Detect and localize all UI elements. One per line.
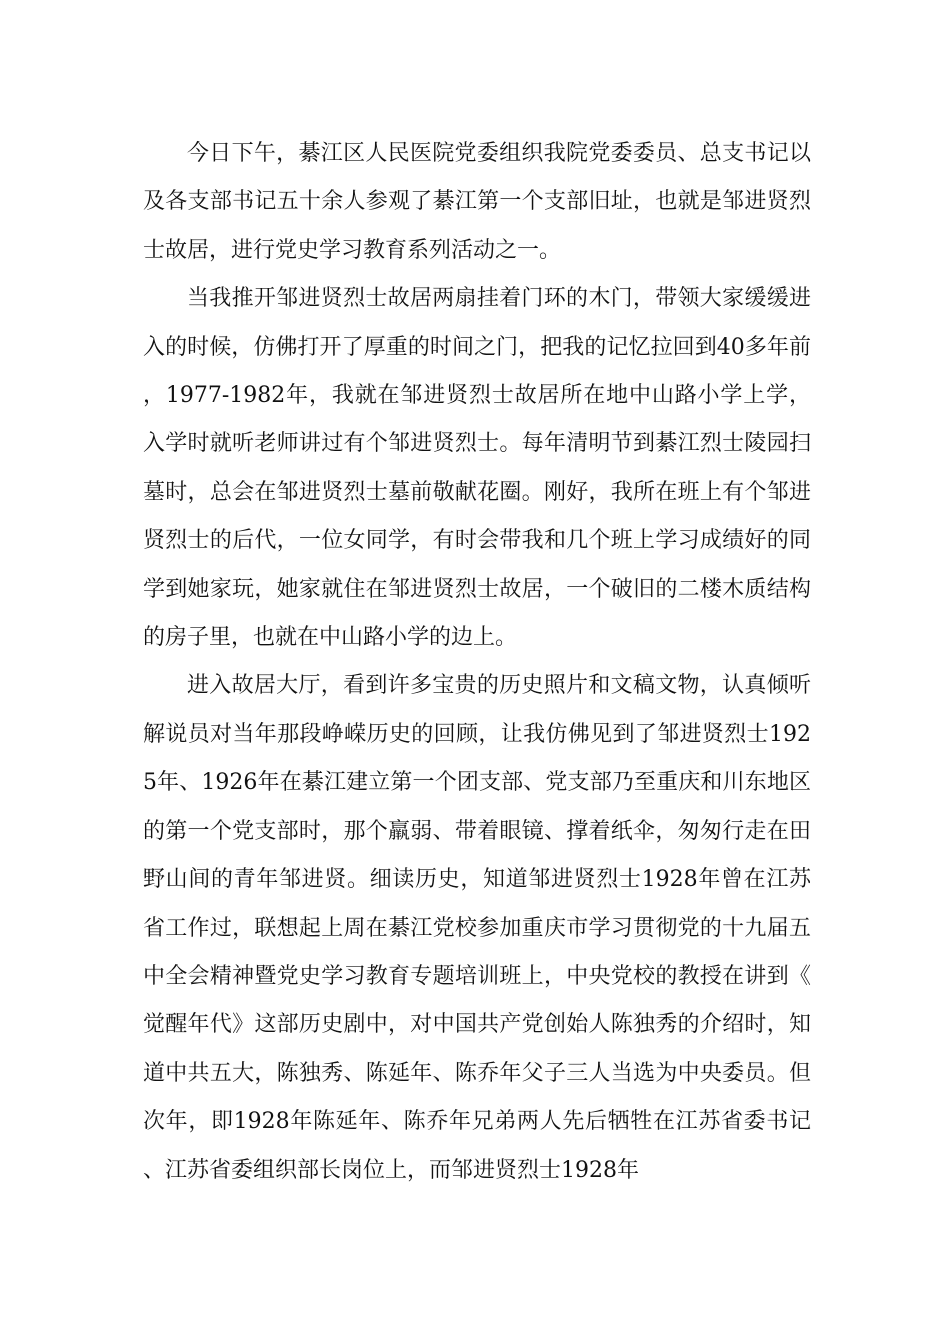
paragraph-3: 进入故居大厅，看到许多宝贵的历史照片和文稿文物，认真倾听解说员对当年那段峥嵘历史的回顾，让我仿佛见到了邹进贤烈士1925年、1926年在綦江建立第一个团支部、党支部乃至重庆和川东地区的第一个党支部时，那个羸弱、带着眼镜、撑着纸伞，匆匆行走在田野山间的青年邹进贤。细读历史，知道邹进贤烈士1928年曾在江苏省工作过，联想起上周在綦江党校参加重庆市学习贯彻党的十九届五中全会精神暨党史学习教育专题培训班上，中央党校的教授在讲到《觉醒年代》这部历史剧中，对中国共产党创始人陈独秀的介绍时，知道中共五大，陈独秀、陈延年、陈乔年父子三人当选为中央委员。但次年，即1928年陈延年、陈乔年兄弟两人先后牺牲在江苏省委书记、江苏省委组织部长岗位上，而邹进贤烈士1928年: [143, 673, 811, 1183]
article-body: [143, 130, 811, 1195]
paragraph-2: 当我推开邹进贤烈士故居两扇挂着门环的木门，带领大家缓缓进入的时候，仿佛打开了厚重的时间之门，把我的记忆拉回到40多年前，1977-1982年，我就在邹进贤烈士故居所在地中山路小学上学，入学时就听老师讲过有个邹进贤烈士。每年清明节到綦江烈士陵园扫墓时，总会在邹进贤烈士墓前敬献花圈。刚好，我所在班上有个邹进贤烈士的后代，一位女同学，有时会带我和几个班上学习成绩好的同学到她家玩，她家就住在邹进贤烈士故居，一个破旧的二楼木质结构的房子里，也就在中山路小学的边上。: [143, 286, 811, 651]
paragraph-1: 今日下午，綦江区人民医院党委组织我院党委委员、总支书记以及各支部书记五十余人参观了綦江第一个支部旧址，也就是邹进贤烈士故居，进行党史学习教育系列活动之一。: [143, 141, 811, 263]
